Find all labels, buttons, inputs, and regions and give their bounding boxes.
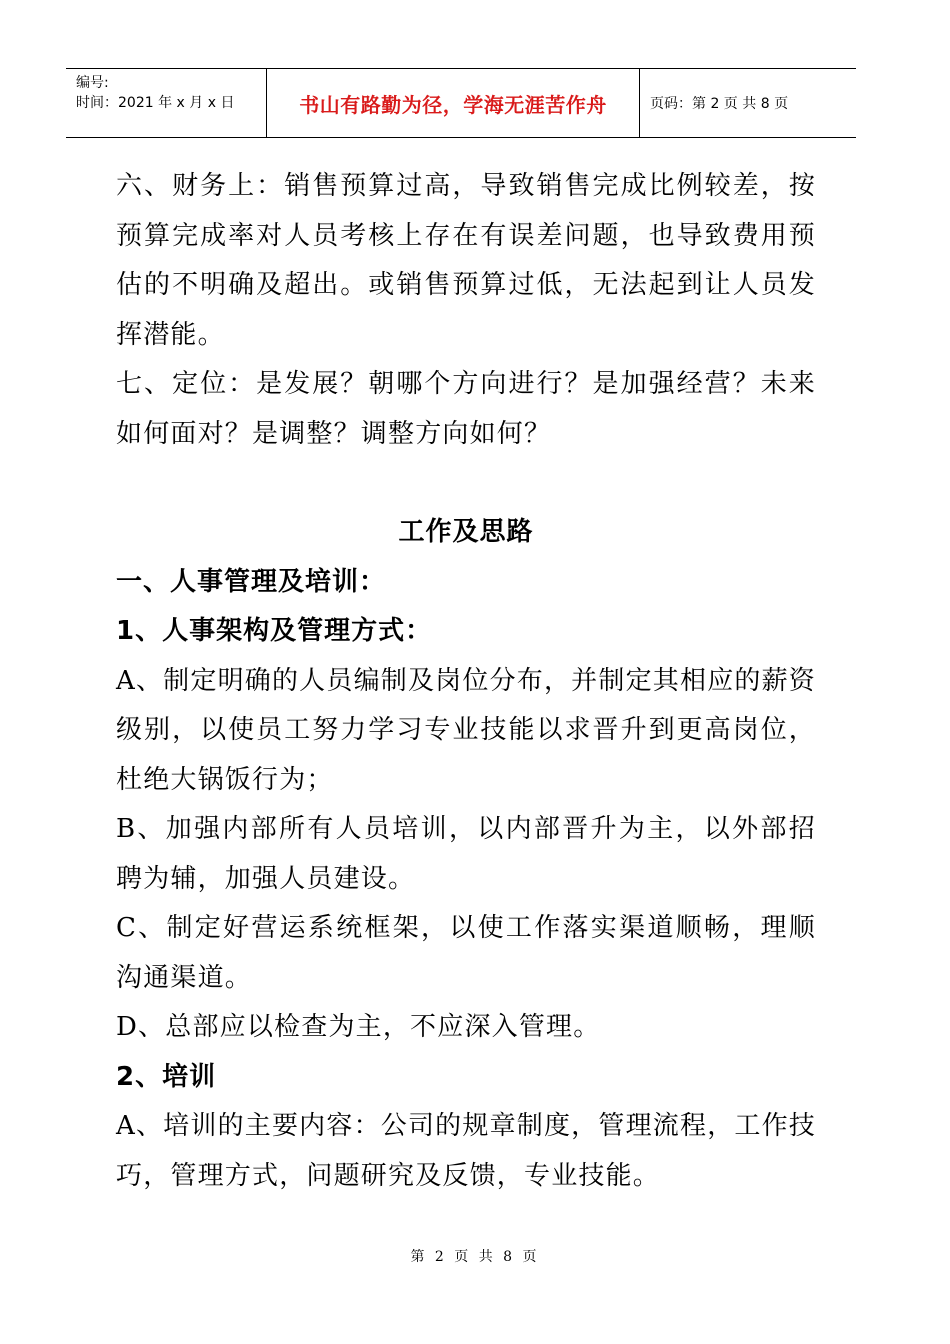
heading-hr-structure: 1、人事架构及管理方式：: [116, 616, 433, 646]
document-header: [66, 68, 856, 138]
list-item-c: C、制定好营运系统框架，以使工作落实渠道顺畅，理顺沟通渠道。: [116, 913, 816, 993]
header-page-label: 页码：第 2 页 共 8 页: [650, 96, 789, 112]
heading-hr-training: 一、人事管理及培训：: [116, 566, 387, 597]
page-footer: 第 2 页 共 8 页: [410, 1249, 540, 1265]
list-item-b: B、加强内部所有人员培训，以内部晋升为主，以外部招聘为辅，加强人员建设。: [116, 814, 816, 894]
header-time-label: 时间：2021 年 x 月 x 日: [76, 95, 235, 111]
heading-training: 2、培训: [116, 1061, 217, 1092]
paragraph-positioning: 七、定位：是发展？朝哪个方向进行？是加强经营？未来如何面对？是调整？调整方向如何？: [116, 369, 816, 449]
header-number-label: 编号:: [76, 75, 109, 91]
header-motto: 书山有路勤为径，学海无涯苦作舟: [267, 69, 640, 137]
training-item-a: A、培训的主要内容：公司的规章制度，管理流程，工作技巧，管理方式，问题研究及反馈，专业技能。: [116, 1111, 816, 1191]
section-title: 工作及思路: [398, 517, 534, 547]
header-meta: [66, 69, 267, 137]
list-item-a: A、制定明确的人员编制及岗位分布，并制定其相应的薪资级别，以使员工努力学习专业技能以求晋升到更高岗位，杜绝大锅饭行为；: [116, 665, 816, 795]
paragraph-finance: 六、财务上：销售预算过高，导致销售完成比例较差，按预算完成率对人员考核上存在有误差问题，也导致费用预估的不明确及超出。或销售预算过低，无法起到让人员发挥潜能。: [116, 171, 816, 350]
blank-line: [116, 459, 816, 508]
list-item-d: D、总部应以检查为主，不应深入管理。: [116, 1012, 601, 1042]
document-body: [116, 162, 816, 1201]
